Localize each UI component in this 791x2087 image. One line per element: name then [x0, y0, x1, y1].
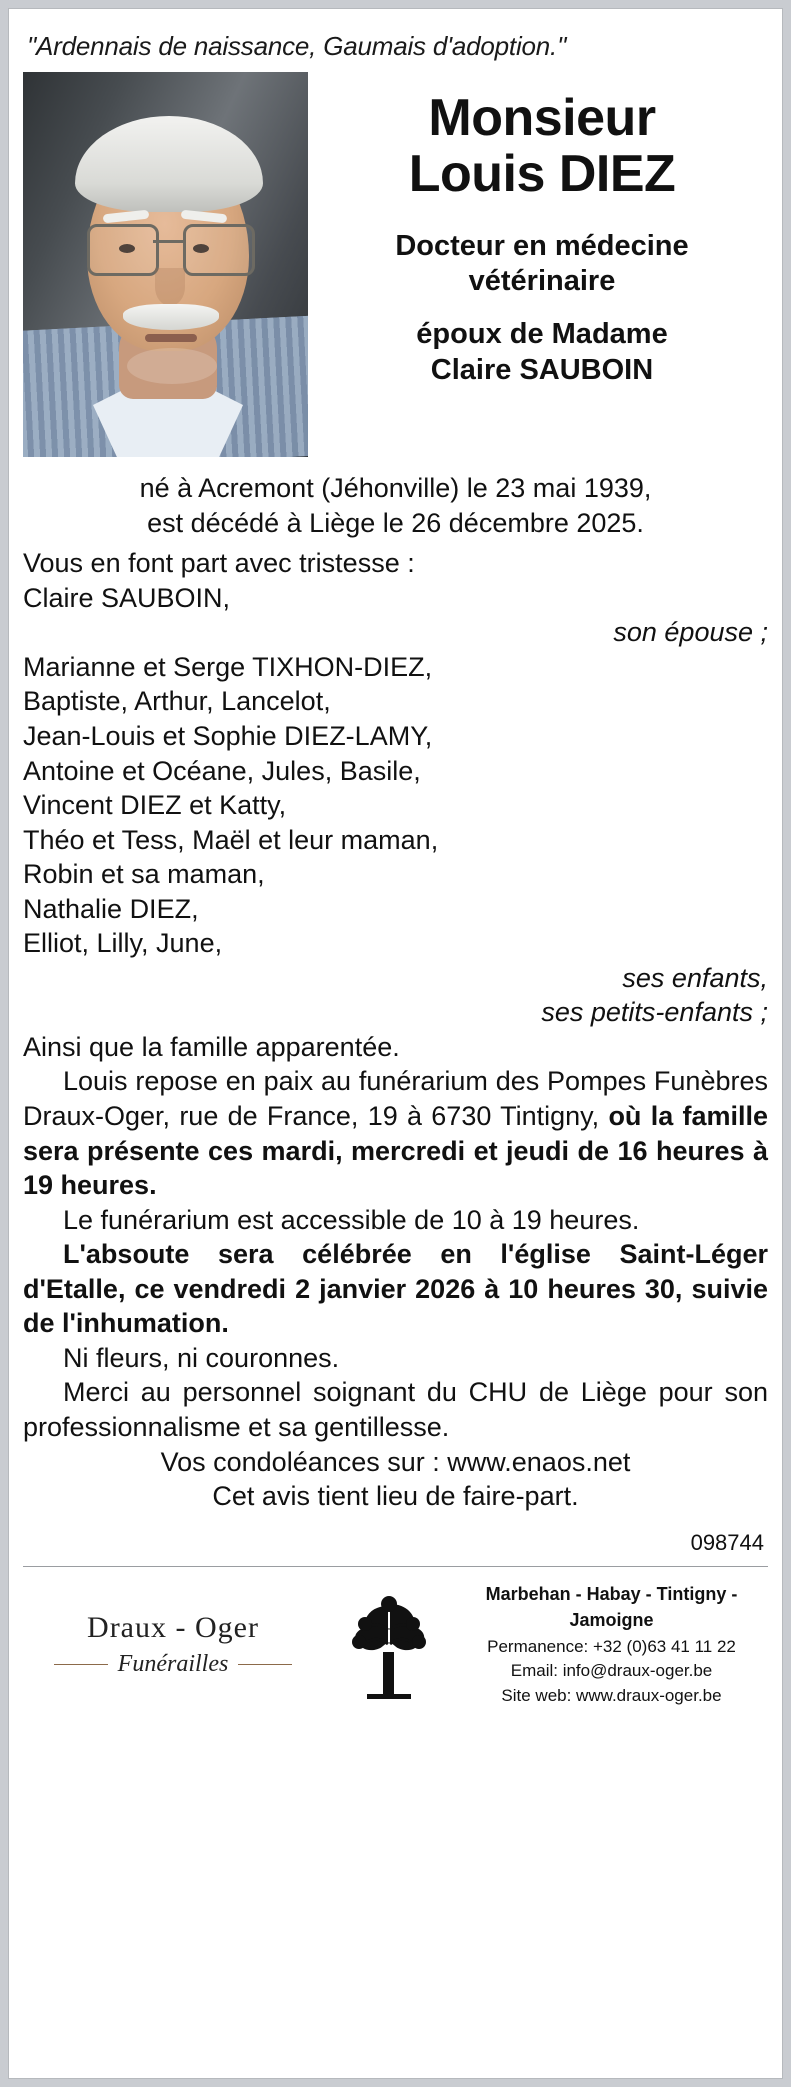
- birth-line: né à Acremont (Jéhonville) le 23 mai 1939,: [139, 473, 652, 504]
- list-item: Jean-Louis et Sophie DIEZ-LAMY,: [23, 721, 433, 752]
- profession-line-2: vétérinaire: [468, 264, 616, 297]
- funeral-home-logo: [23, 1611, 323, 1678]
- company-name: Draux - Oger: [87, 1611, 259, 1645]
- service-areas: Marbehan - Habay - Tintigny - Jamoigne: [485, 1583, 738, 1630]
- portrait-mustache: [123, 304, 219, 330]
- portrait-photo: [23, 72, 308, 457]
- funeral-home-contact: [455, 1581, 768, 1709]
- profession-line: [322, 229, 762, 300]
- spouse-of-line-1: époux de Madame: [416, 318, 668, 351]
- list-item: Marianne et Serge TIXHON-DIEZ,: [23, 651, 433, 682]
- epigraph-text: "Ardennais de naissance, Gaumais d'adoption.": [27, 31, 567, 61]
- portrait-mouth: [145, 334, 197, 342]
- condolences-line: Vos condoléances sur : www.enaos.net: [160, 1446, 631, 1477]
- spouse-name: Claire SAUBOIN,: [23, 582, 231, 613]
- list-item: Théo et Tess, Maël et leur maman,: [23, 824, 439, 855]
- obituary-notice-card: [8, 8, 783, 2079]
- death-line: est décédé à Liège le 26 décembre 2025.: [147, 507, 644, 538]
- email-line: Email: info@draux-oger.be: [510, 1661, 713, 1681]
- title-block: [308, 72, 768, 388]
- reference-number: 098744: [690, 1529, 764, 1555]
- announcement-line: Vous en font part avec tristesse :: [23, 548, 415, 579]
- relatives-line: Ainsi que la famille apparentée.: [23, 1031, 400, 1062]
- profession-line-1: Docteur en médecine: [395, 229, 689, 262]
- deceased-name: Louis DIEZ: [408, 145, 676, 204]
- phone-line: Permanence: +32 (0)63 41 11 22: [487, 1636, 736, 1656]
- tree-icon: [329, 1590, 449, 1700]
- glasses-bridge: [153, 240, 183, 243]
- list-item: Elliot, Lilly, June,: [23, 928, 223, 959]
- footer: [23, 1567, 768, 1709]
- list-item: Robin et sa maman,: [23, 859, 265, 890]
- family-list: [23, 650, 768, 961]
- funerarium-hours-line: Le funérarium est accessible de 10 à 19 heures.: [63, 1204, 640, 1235]
- thanks-paragraph: Merci au personnel soignant du CHU de Liège pour son professionnalisme et sa gentillesse.: [23, 1377, 768, 1442]
- title-monsieur: Monsieur: [428, 89, 656, 148]
- repose-text-normal: Louis repose en paix au funérarium des Pompes Funèbres Draux-Oger, rue de France, 19 à 6730 Tintigny,: [23, 1066, 768, 1132]
- flowers-line: Ni fleurs, ni couronnes.: [63, 1342, 340, 1373]
- company-subtitle: Funérailles: [23, 1651, 323, 1678]
- portrait-chin: [127, 348, 217, 384]
- repose-text-bold: où la famille sera présente ces mardi, mercredi et jeudi de 16 heures à 19 heures.: [23, 1101, 769, 1201]
- repose-paragraph: [23, 1064, 768, 1202]
- spouse-of-line: [322, 317, 762, 388]
- faire-part-line: Cet avis tient lieu de faire-part.: [212, 1481, 579, 1512]
- glasses-lens-left: [87, 224, 159, 276]
- list-item: Nathalie DIEZ,: [23, 893, 199, 924]
- website-line: Site web: www.draux-oger.be: [501, 1686, 722, 1706]
- notice-content: [23, 21, 768, 2064]
- absoute-paragraph: L'absoute sera célébrée en l'église Saint-Léger d'Etalle, ce vendredi 2 janvier 2026 à 10 heures 30, suivie de l'inhumation.: [23, 1239, 768, 1339]
- spouse-label: son épouse ;: [613, 617, 768, 648]
- list-item: Vincent DIEZ et Katty,: [23, 790, 287, 821]
- glasses-lens-right: [183, 224, 255, 276]
- children-label: ses enfants,: [622, 962, 768, 993]
- list-item: Antoine et Océane, Jules, Basile,: [23, 755, 421, 786]
- portrait-nose: [155, 268, 185, 306]
- header-block: [23, 72, 768, 457]
- list-item: Baptiste, Arthur, Lancelot,: [23, 686, 331, 717]
- body-text: [23, 471, 768, 1513]
- grandchildren-label: ses petits-enfants ;: [541, 997, 768, 1028]
- spouse-of-line-2: Claire SAUBOIN: [430, 353, 654, 386]
